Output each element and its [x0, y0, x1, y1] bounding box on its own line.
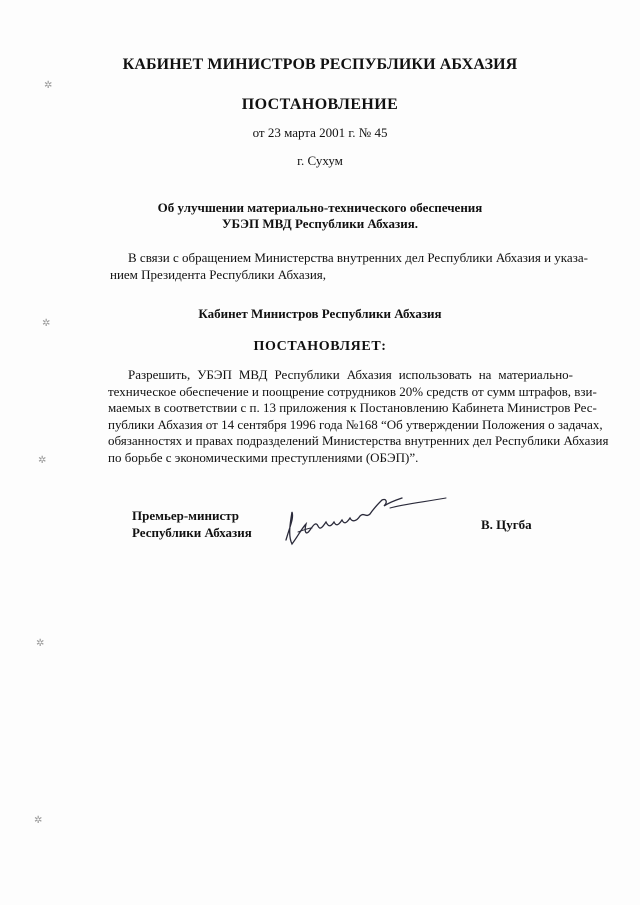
decision-line: по борьбе с экономическими преступлениями (ОБЭП)”.: [108, 449, 419, 465]
date-number-line: от 23 марта 2001 г. № 45: [252, 125, 388, 140]
margin-mark: ✲: [34, 815, 43, 826]
margin-mark: ✲: [36, 638, 45, 649]
signatory-title-line: Премьер-министр: [132, 508, 240, 523]
authority-line: Кабинет Министров Республики Абхазия: [198, 306, 442, 321]
preamble-line: В связи с обращением Министерства внутренних дел Республики Абхазия и указа-: [128, 250, 588, 265]
margin-mark: ✲: [42, 318, 51, 329]
preamble-paragraph: [110, 250, 588, 283]
signatory-title-line: Республики Абхазия: [132, 524, 252, 540]
decision-paragraph: [108, 367, 609, 466]
decree-word: ПОСТАНОВЛЯЕТ:: [253, 339, 387, 354]
handwritten-signature: [278, 478, 468, 558]
subject-heading: [0, 200, 640, 232]
decision-line: маемых в соответствии с п. 13 приложения к Постановлению Кабинета Министров Рес-: [108, 400, 597, 415]
subject-line: УБЭП МВД Республики Абхазия.: [222, 216, 418, 231]
decision-line: публики Абхазия от 14 сентября 1996 года №168 “Об утверждении Положения о задачах,: [108, 416, 603, 432]
preamble-line: нием Президента Республики Абхазия,: [110, 266, 327, 282]
margin-mark: ✲: [38, 455, 47, 466]
margin-mark: ✲: [44, 80, 53, 91]
decision-line: техническое обеспечение и поощрение сотрудников 20% средств от сумм штрафов, взи-: [108, 383, 597, 399]
decision-line: обязанностях и правах подразделений Министерства внутренних дел Республики Абхазия: [108, 433, 609, 448]
issuer-title: КАБИНЕТ МИНИСТРОВ РЕСПУБЛИКИ АБХАЗИЯ: [122, 56, 518, 73]
signatory-title: [132, 508, 252, 541]
signatory-name: В. Цугба: [481, 517, 532, 532]
subject-line: Об улучшении материально-технического обеспечения: [157, 200, 483, 215]
decision-line: Разрешить, УБЭП МВД Республики Абхазия использовать на материально-: [128, 367, 573, 382]
document-type: ПОСТАНОВЛЕНИЕ: [241, 96, 399, 113]
city-line: г. Сухум: [297, 153, 343, 168]
